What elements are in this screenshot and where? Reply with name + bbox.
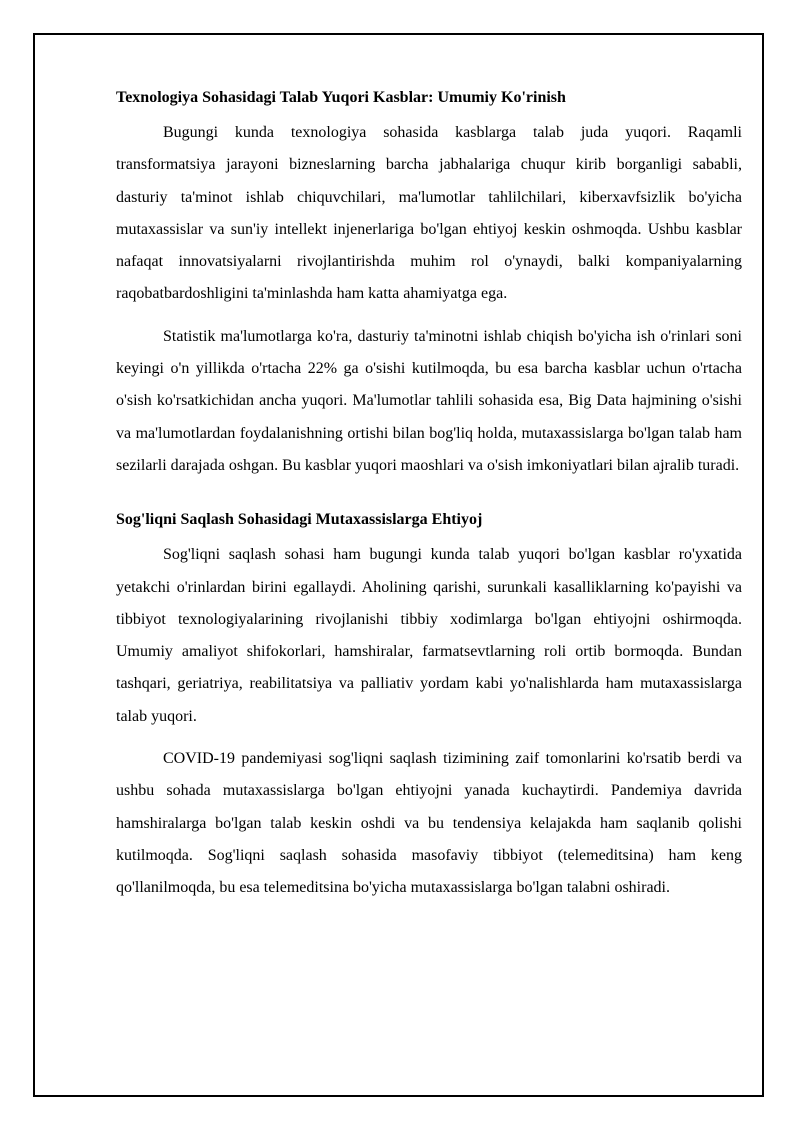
document-body <box>116 86 742 905</box>
paragraph-technology-demand: Bugungi kunda texnologiya sohasida kasblarga talab juda yuqori. Raqamli transformatsiya jarayoni bizneslarning barcha jabhalariga chuqur kirib borganligi sababli, dasturiy ta'minot ishlab chiquvchilari, ma'lumotlar tahlilchilari, kiberxavfsizlik bo'yicha mutaxassislar va sun'iy intellekt injenerlariga bo'lgan ehtiyoj keskin oshmoqda. Ushbu kasblar nafaqat innovatsiyalarni rivojlantirishda muhim rol o'ynaydi, balki kompaniyalarning raqobatbardoshligini ta'minlashda ham katta ahamiyatga ega. <box>116 124 742 303</box>
section-heading-technology: Texnologiya Sohasidagi Talab Yuqori Kasblar: Umumiy Ko'rinish <box>116 89 566 106</box>
paragraph-healthcare-demand: Sog'liqni saqlash sohasi ham bugungi kunda talab yuqori bo'lgan kasblar ro'yxatida yetakchi o'rinlardan birini egallaydi. Aholining qarishi, surunkali kasalliklarning ko'payishi va tibbiyot texnologiyalarining rivojlanishi tibbiy xodimlarga bo'lgan ehtiyojni oshirmoqda. Umumiy amaliyot shifokorlari, hamshiralar, farmatsevtlarning roli ortib bormoqda. Bundan tashqari, geriatriya, reabilitatsiya va palliativ yordam kabi yo'nalishlarda ham mutaxassislarga talab yuqori. <box>116 546 742 725</box>
paragraph-technology-statistics: Statistik ma'lumotlarga ko'ra, dasturiy ta'minotni ishlab chiqish bo'yicha ish o'rinlari soni keyingi o'n yillikda o'rtacha 22% ga o'sishi kutilmoqda, bu esa barcha kasblar uchun o'rtacha o'sish ko'rsatkichidan ancha yuqori. Ma'lumotlar tahlili sohasida esa, Big Data hajmining o'sishi va ma'lumotlardan foydalanishning ortishi bilan bog'liq holda, mutaxassislarga bo'lgan talab ham sezilarli darajada oshgan. Bu kasblar yuqori maoshlari va o'sish imkoniyatlari bilan ajralib turadi. <box>116 327 742 474</box>
section-heading-healthcare: Sog'liqni Saqlash Sohasidagi Mutaxassislarga Ehtiyoj <box>116 511 483 529</box>
paragraph-healthcare-pandemic: COVID-19 pandemiyasi sog'liqni saqlash tizimining zaif tomonlarini ko'rsatib berdi va ushbu sohada mutaxassislarga bo'lgan ehtiyojni yanada kuchaytirdi. Pandemiya davrida hamshiralarga bo'lgan talab keskin oshdi va bu tendensiya kelajakda ham saqlanib qolishi kutilmoqda. Sog'liqni saqlash sohasida masofaviy tibbiyot (telemeditsina) ham keng qo'llanilmoqda, bu esa telemeditsina bo'yicha mutaxassislarga bo'lgan talabni oshiradi. <box>116 750 742 897</box>
